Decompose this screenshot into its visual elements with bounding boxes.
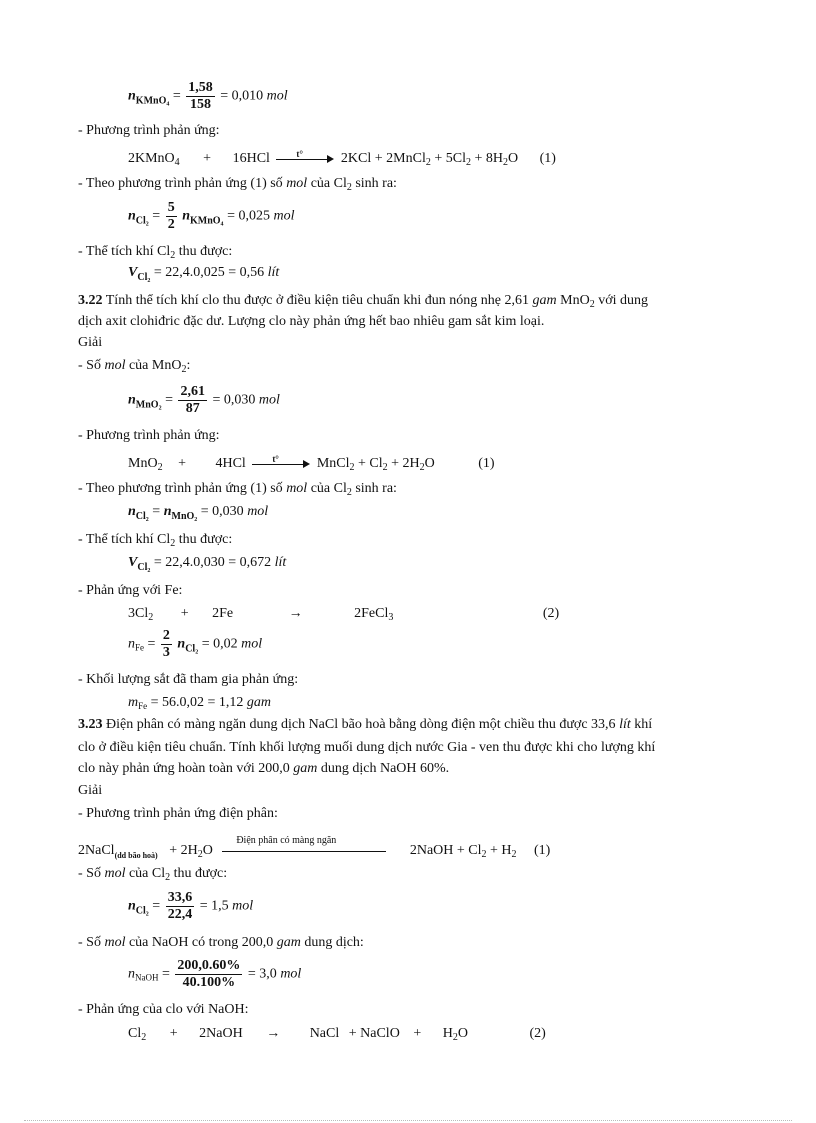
text-line: - Phương trình phản ứng điện phân:	[78, 806, 278, 821]
text-line: clo ở điều kiện tiêu chuẩn. Tính khối lượng muối dung dịch nước Gia - ven thu được khi cho lượng khí	[78, 740, 656, 755]
text-line: - Số mol của NaOH có trong 200,0 gam dung dịch:	[78, 935, 364, 950]
text-line: - Phản ứng của clo với NaOH:	[78, 1002, 249, 1017]
text-line: - Số mol của $Cl_2$ thu được:	[78, 866, 228, 883]
text-line: - Phương trình phản ứng:	[78, 123, 220, 138]
fraction: $\frac{200,0.60\%}{40.100\%}$	[177, 958, 241, 990]
text-line: - Khối lượng sắt đã tham gia phản ứng:	[78, 672, 299, 687]
text-line: - Phương trình phản ứng:	[78, 428, 220, 443]
heat-arrow-icon: t°	[276, 154, 334, 164]
formula-n-cl2-b: $n_{Cl_2} = n_{MnO_2} = 0,030$ mol	[128, 504, 269, 522]
heat-arrow-icon: t°	[252, 459, 310, 469]
problem-3-23: 3.23 Điện phân có màng ngăn dung dịch NaCl bão hoà bằng dòng điện một chiều thu được 33,6 lít khí	[78, 717, 653, 732]
text-line: - Phản ứng với Fe:	[78, 583, 183, 598]
text-line: - Thể tích khí $Cl_2$ thu được:	[78, 532, 233, 549]
fraction: $\frac{2}{3}$	[162, 628, 170, 660]
fraction: $\frac{33,6}{22,4}$	[167, 890, 193, 922]
equation-3: $3Cl_2 + 2Fe$ → 2FeCl$_3$ (2)	[128, 606, 560, 623]
formula-v-cl2-b: $V_{Cl_2} = 22,4.0,030 = 0,672$ lít	[128, 555, 287, 573]
text-line: - Số mol của MnO$_2$:	[78, 358, 191, 375]
equation-2: MnO$_2$ + 4HCl t° MnCl$_2$ + $Cl_2 + 2H_2O$ (1)	[128, 453, 495, 473]
fraction: $\frac{1,58}{158}$	[188, 80, 213, 112]
solution-heading: Giải	[78, 335, 103, 350]
solution-heading: Giải	[78, 783, 103, 798]
fraction: $\frac{5}{2}$	[167, 200, 175, 232]
equation-1: 2KMnO$_4$ + 16HCl t° 2KCl + 2MnCl$_2$ + $5Cl_2 + 8H_2O$ (1)	[128, 148, 556, 168]
formula-n-fe: $n_{Fe}$ = $\frac{2}{3}$ $n_{Cl_2} = 0,02$ mol	[128, 628, 263, 660]
electrolysis-arrow-icon: Điện phân có màng ngăn	[222, 844, 386, 858]
arrow-icon: →	[266, 1026, 281, 1041]
formula-m-fe: $m_{Fe} = 56.0,02 = 1,12$ gam	[128, 695, 272, 711]
formula-n-naoh: $n_{NaOH}$ = $\frac{200,0.60\%}{40.100\%}$ = 3,0 mol	[128, 958, 302, 990]
equation-4: 2NaCl$_{(dd bão hoà)}$ + $2H_2O$ Điện phân có màng ngăn 2NaOH + $Cl_2 + H_2$ (1)	[78, 834, 551, 860]
formula-n-mno2: $n_{MnO_2}$ = $\frac{2,61}{87}$ = 0,030 mol	[128, 384, 280, 416]
text-line: - Thể tích khí $Cl_2$ thu được:	[78, 244, 233, 261]
page-border	[24, 1120, 792, 1121]
equation-5: $Cl_2$ + 2NaOH → NaCl + NaClO + $H_2O$ (2)	[128, 1026, 546, 1043]
formula-n-cl2-c: $n_{Cl_2}$ = $\frac{33,6}{22,4}$ = 1,5 mol	[128, 890, 254, 922]
text-line: - Theo phương trình phản ứng (1) số mol của $Cl_2$ sinh ra:	[78, 176, 397, 193]
text-line: - Theo phương trình phản ứng (1) số mol của $Cl_2$ sinh ra:	[78, 481, 397, 498]
arrow-icon: →	[288, 606, 303, 621]
fraction: $\frac{2,61}{87}$	[180, 384, 205, 416]
formula-v-cl2: $V_{Cl_2} = 22,4.0,025 = 0,56$ lít	[128, 265, 280, 283]
text-line: dịch axit clohiđric đặc dư. Lượng clo này phản ứng hết bao nhiêu gam sắt kim loại.	[78, 314, 545, 329]
formula-n-kmno4: $n_{KMnO_4}$ = $\frac{1,58}{158}$ = 0,010 mol	[128, 80, 288, 112]
formula-n-cl2: $n_{Cl_2}$ = $\frac{5}{2}$ $n_{KMnO_4} = 0,025$ mol	[128, 200, 295, 232]
problem-3-22: 3.22 Tính thể tích khí clo thu được ở điều kiện tiêu chuẩn khi đun nóng nhẹ 2,61 gam MnO$_2$ với dung	[78, 293, 648, 310]
text-line: clo này phản ứng hoàn toàn với 200,0 gam dung dịch NaOH 60%.	[78, 761, 450, 776]
